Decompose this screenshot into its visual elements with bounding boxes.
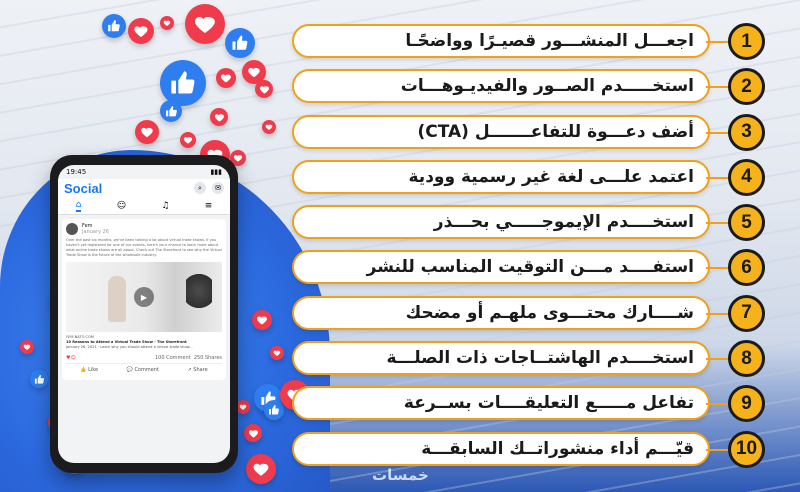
post-author[interactable]: Fem xyxy=(82,223,93,229)
tip-row xyxy=(292,384,780,422)
tip-row xyxy=(292,248,780,286)
status-time: 19:45 xyxy=(66,168,87,176)
tip-number-badge: 7 xyxy=(728,295,765,332)
comment-button[interactable]: 💬 Comment xyxy=(126,367,159,373)
heart-icon xyxy=(246,454,276,484)
post-stats xyxy=(66,353,222,364)
tip-row xyxy=(292,67,780,105)
post-header xyxy=(66,223,222,235)
tips-list xyxy=(292,22,780,475)
share-count[interactable]: 250 Shares xyxy=(193,355,222,361)
video-person xyxy=(108,276,126,322)
feed-post xyxy=(62,219,226,380)
tip-connector xyxy=(706,358,730,360)
tip-connector xyxy=(706,86,730,88)
heart-icon xyxy=(185,4,225,44)
watermark: خمسات xyxy=(372,466,429,484)
like-label: Like xyxy=(88,367,99,373)
heart-icon xyxy=(216,68,236,88)
tip-pill xyxy=(292,296,710,330)
tip-pill xyxy=(292,341,710,375)
heart-icon xyxy=(135,120,159,144)
heart-icon xyxy=(255,80,273,98)
link-domain: FEM.NATO.COM xyxy=(66,335,94,339)
tip-pill xyxy=(292,24,710,58)
link-description: January 26, 2021 · Learn why you should attend a virtual trade show... xyxy=(66,345,193,349)
tip-connector xyxy=(706,222,730,224)
like-icon xyxy=(102,14,126,38)
tip-connector xyxy=(706,132,730,134)
tip-row xyxy=(292,22,780,60)
tip-pill xyxy=(292,250,710,284)
tip-pill xyxy=(292,432,710,466)
tip-pill xyxy=(292,69,710,103)
link-title: 10 Reasons to Attend a Virtual Trade Show - The Storefront xyxy=(66,340,187,344)
link-preview[interactable] xyxy=(66,332,222,353)
heart-icon xyxy=(252,310,272,330)
heart-icon xyxy=(210,108,228,126)
tip-number-badge: 8 xyxy=(728,340,765,377)
tip-row xyxy=(292,158,780,196)
post-video[interactable] xyxy=(66,262,222,332)
post-date: January 26 xyxy=(82,229,109,235)
heart-icon xyxy=(128,18,154,44)
share-label: Share xyxy=(193,367,208,373)
post-actions xyxy=(66,364,222,376)
tip-connector xyxy=(706,41,730,43)
messenger-icon[interactable]: ✉ xyxy=(212,182,224,194)
tip-number-badge: 10 xyxy=(728,431,765,468)
tip-number-badge: 9 xyxy=(728,385,765,422)
video-plant xyxy=(186,266,212,316)
menu-icon[interactable]: ≡ xyxy=(204,200,213,211)
notifications-icon[interactable]: ♫ xyxy=(161,200,170,211)
tip-row xyxy=(292,339,780,377)
tip-pill xyxy=(292,115,710,149)
heart-icon xyxy=(270,346,284,360)
heart-icon xyxy=(236,400,250,414)
tip-text: استخــــدم الهاشتــاجات ذات الصلـــة xyxy=(386,348,694,369)
tip-text: تفاعل مـــــع التعليقــــات بســرعة xyxy=(403,393,694,414)
tip-pill xyxy=(292,160,710,194)
app-header xyxy=(58,179,230,197)
tip-number-badge: 2 xyxy=(728,68,765,105)
tip-text: اجعـــل المنشـــور قصيـرًا وواضحًـا xyxy=(405,31,694,51)
heart-icon xyxy=(20,340,34,354)
battery-icon: ▮▮▮ xyxy=(210,168,222,176)
tip-pill xyxy=(292,205,710,239)
tip-text: اعتمد علـــى لغة غير رسمية وودية xyxy=(408,166,694,187)
like-button[interactable]: 👍 Like xyxy=(80,367,99,373)
tip-connector xyxy=(706,403,730,405)
tip-text: استفــــد مـــن التوقيت المناسب للنشر xyxy=(366,257,694,278)
tip-connector xyxy=(706,267,730,269)
status-bar xyxy=(58,165,230,179)
post-text: Over the past six months, we've been talking a lot about virtual trade shows. If you haven't yet registered for one of our events, here's your chance to learn more about what online trade shows are all about. Check out The Storefront to see why the Virtual Trade Show is the future of the wholesale industry. xyxy=(66,238,222,257)
app-nav xyxy=(58,197,230,215)
tip-pill xyxy=(292,386,710,420)
tip-text: أضف دعـــوة للتفاعـــــــل (CTA) xyxy=(417,121,694,142)
phone-screen xyxy=(58,165,230,463)
search-icon[interactable]: ⌕ xyxy=(194,182,206,194)
tip-number-badge: 6 xyxy=(728,249,765,286)
tip-connector xyxy=(706,313,730,315)
tip-number-badge: 5 xyxy=(728,204,765,241)
like-icon xyxy=(160,60,206,106)
tip-text: قيّـــم أداء منشوراتــك السابقـــة xyxy=(421,438,694,459)
tip-number-badge: 1 xyxy=(728,23,765,60)
home-icon[interactable]: ⌂ xyxy=(75,199,82,210)
tip-connector xyxy=(706,449,730,451)
tip-number-badge: 3 xyxy=(728,114,765,151)
tip-row xyxy=(292,113,780,151)
like-icon xyxy=(225,28,255,58)
tip-row xyxy=(292,430,780,468)
like-icon xyxy=(160,100,182,122)
tip-text: شــــارك محتـــوى ملهـم أو مضحك xyxy=(405,302,694,323)
comment-label: Comment xyxy=(134,367,159,373)
heart-icon xyxy=(244,424,262,442)
heart-icon xyxy=(180,132,196,148)
app-title: Social xyxy=(64,180,103,196)
phone-mockup xyxy=(50,155,238,473)
like-icon xyxy=(30,370,48,388)
tip-row xyxy=(292,294,780,332)
reactions-icon: ♥☺ xyxy=(66,355,76,361)
friends-icon[interactable]: ☺ xyxy=(116,200,127,211)
tip-number-badge: 4 xyxy=(728,159,765,196)
tip-connector xyxy=(706,177,730,179)
tip-row xyxy=(292,203,780,241)
heart-icon xyxy=(160,16,174,30)
play-icon[interactable]: ▶ xyxy=(134,287,154,307)
heart-icon xyxy=(262,120,276,134)
avatar[interactable] xyxy=(66,223,78,235)
like-icon xyxy=(264,400,284,420)
comment-count[interactable]: 100 Comment xyxy=(155,355,191,361)
tip-text: استخـــــدم الصــور والفيديـوهـــات xyxy=(400,76,694,97)
share-button[interactable]: ↗ Share xyxy=(187,367,208,373)
tip-text: استخــــدم الإيموجـــــي بحـــذر xyxy=(433,212,694,233)
